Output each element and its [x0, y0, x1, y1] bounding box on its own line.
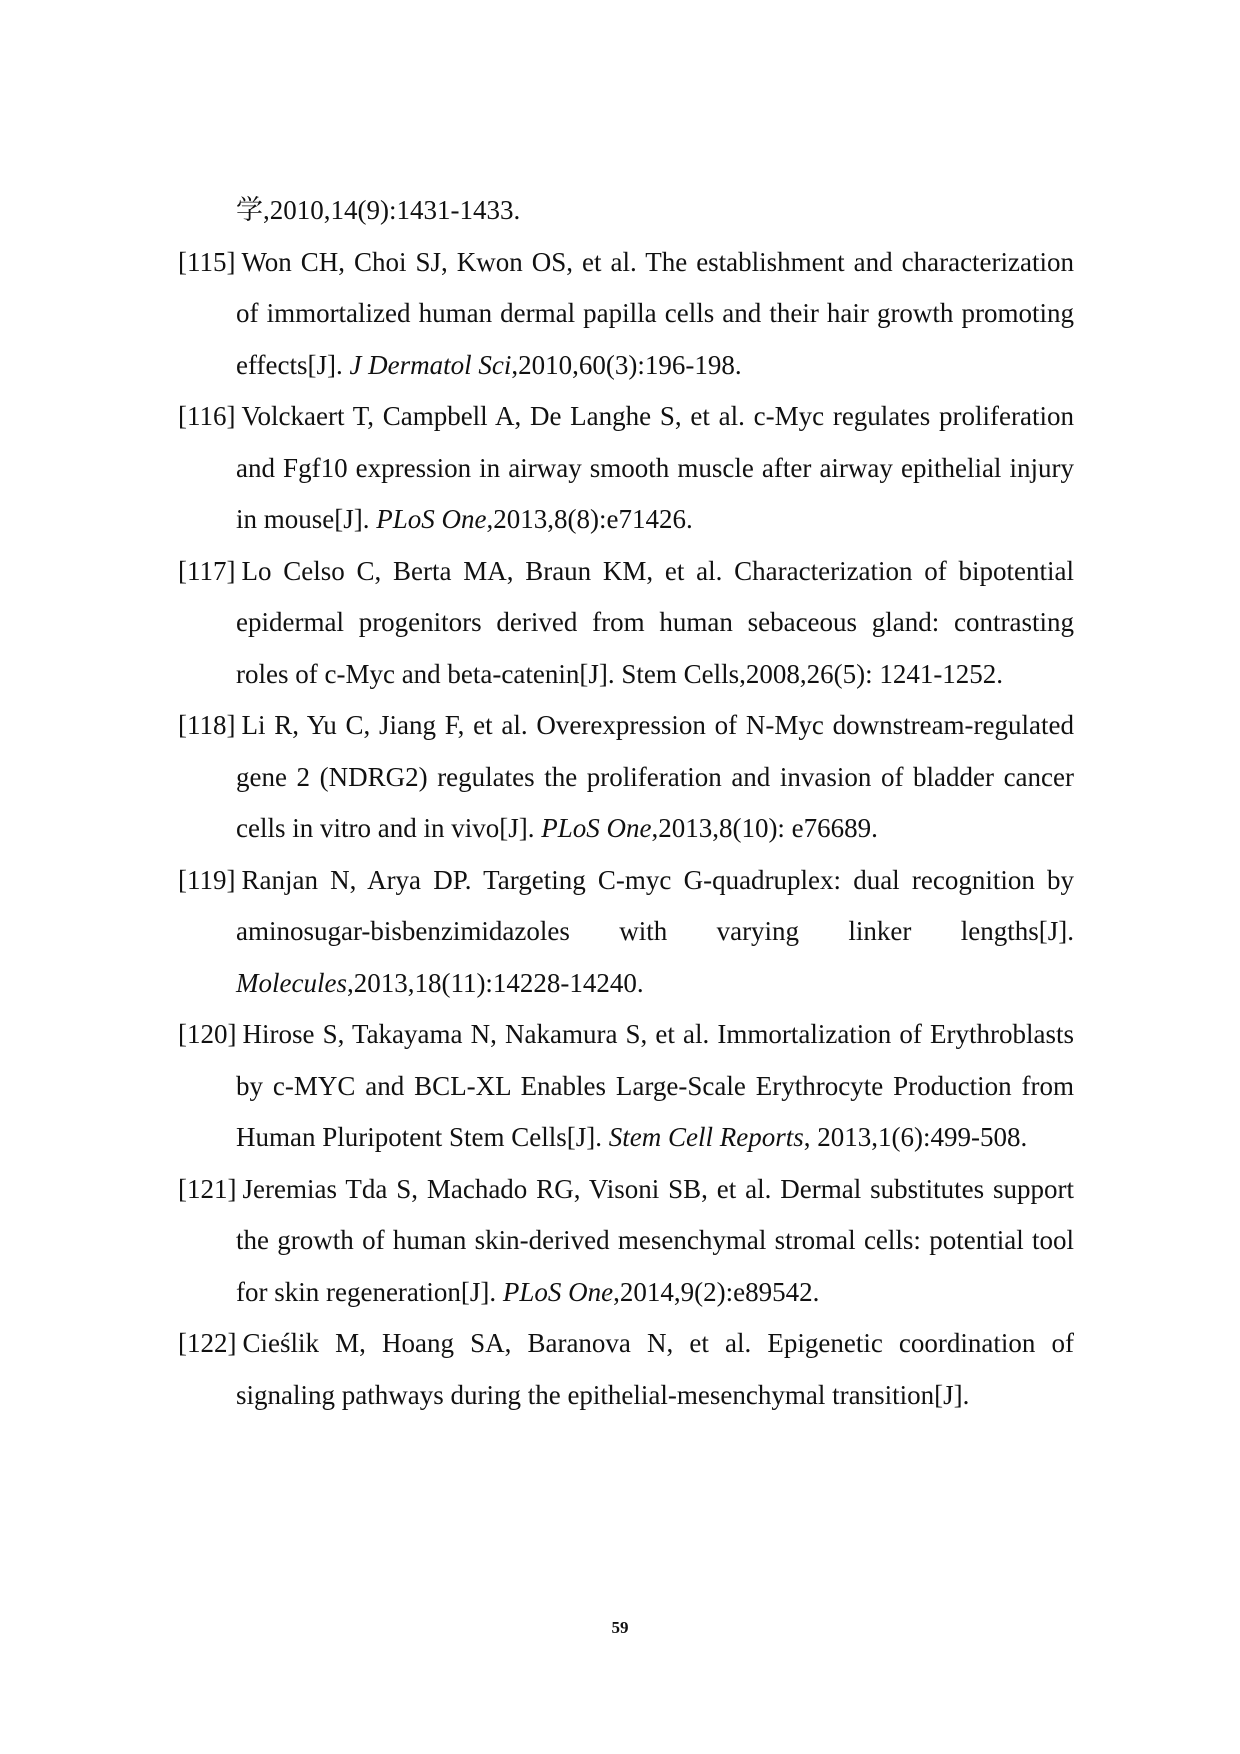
reference-121: [178, 1164, 1074, 1319]
reference-number: [117]: [178, 555, 236, 586]
reference-115: [178, 237, 1074, 392]
reference-number: [122]: [178, 1328, 237, 1358]
reference-continuation: [178, 185, 1074, 237]
reference-text: Won CH, Choi SJ, Kwon OS, et al. The establishment and characterization of immortalized human dermal papilla cells and their hair growth promoting effects[J].: [236, 246, 1074, 380]
reference-journal: PLoS One: [502, 1276, 614, 1307]
reference-citation: ,2013,18(11):14228-14240.: [346, 967, 644, 998]
reference-citation: , 2013,1(6):499-508.: [803, 1122, 1028, 1152]
reference-text: Hirose S, Takayama N, Nakamura S, et al. Immortalization of Erythroblasts by c-MYC and BCL-XL Enables Large-Scale Erythrocyte Production from Human Pluripotent Stem Cells[J].: [236, 1019, 1074, 1152]
page-number: 59: [611, 1618, 629, 1637]
reference-number: [115]: [178, 246, 236, 277]
reference-journal: PLoS One: [541, 813, 652, 843]
reference-citation: ,2013,8(10): e76689.: [651, 813, 878, 843]
reference-119: [178, 855, 1074, 1010]
reference-text: 学,2010,14(9):1431-1433.: [236, 195, 521, 225]
reference-citation: ,2010,60(3):196-198.: [511, 349, 742, 380]
reference-118: [178, 700, 1074, 855]
reference-number: [119]: [178, 864, 236, 895]
reference-text: Lo Celso C, Berta MA, Braun KM, et al. Characterization of bipotential epidermal progenitors derived from human sebaceous gland: contrasting roles of c-Myc and beta-catenin[J]. Stem Cells,2008,26(5): 1241-1252.: [236, 555, 1074, 689]
reference-citation: ,2014,9(2):e89542.: [613, 1276, 820, 1307]
reference-text: Li R, Yu C, Jiang F, et al. Overexpression of N-Myc downstream-regulated gene 2 (NDRG2) regulates the proliferation and invasion of bladder cancer cells in vitro and in vivo[J].: [236, 710, 1074, 843]
reference-116: [178, 391, 1074, 546]
reference-journal: PLoS One: [376, 504, 487, 534]
reference-list: [178, 185, 1074, 1421]
reference-citation: ,2013,8(8):e71426.: [486, 504, 693, 534]
reference-120: [178, 1009, 1074, 1164]
reference-number: [120]: [178, 1019, 237, 1049]
reference-text: Volckaert T, Campbell A, De Langhe S, et al. c-Myc regulates proliferation and Fgf10 expression in airway smooth muscle after airway epithelial injury in mouse[J].: [236, 401, 1074, 534]
reference-122: [178, 1318, 1074, 1421]
reference-number: [116]: [178, 401, 236, 431]
reference-number: [118]: [178, 710, 236, 740]
reference-journal: J Dermatol Sci: [349, 349, 512, 380]
reference-117: [178, 546, 1074, 701]
reference-journal: Molecules: [236, 967, 347, 998]
reference-text: Ranjan N, Arya DP. Targeting C-myc G-quadruplex: dual recognition by aminosugar-bisbenzimidazoles with varying linker lengths[J].: [236, 864, 1074, 946]
reference-text: Cieślik M, Hoang SA, Baranova N, et al. Epigenetic coordination of signaling pathways during the epithelial-mesenchymal transition[J].: [236, 1328, 1074, 1410]
reference-number: [121]: [178, 1173, 237, 1204]
reference-journal: Stem Cell Reports: [608, 1122, 804, 1152]
reference-text: Jeremias Tda S, Machado RG, Visoni SB, et al. Dermal substitutes support the growth of human skin-derived mesenchymal stromal cells: potential tool for skin regeneration[J].: [236, 1173, 1074, 1307]
